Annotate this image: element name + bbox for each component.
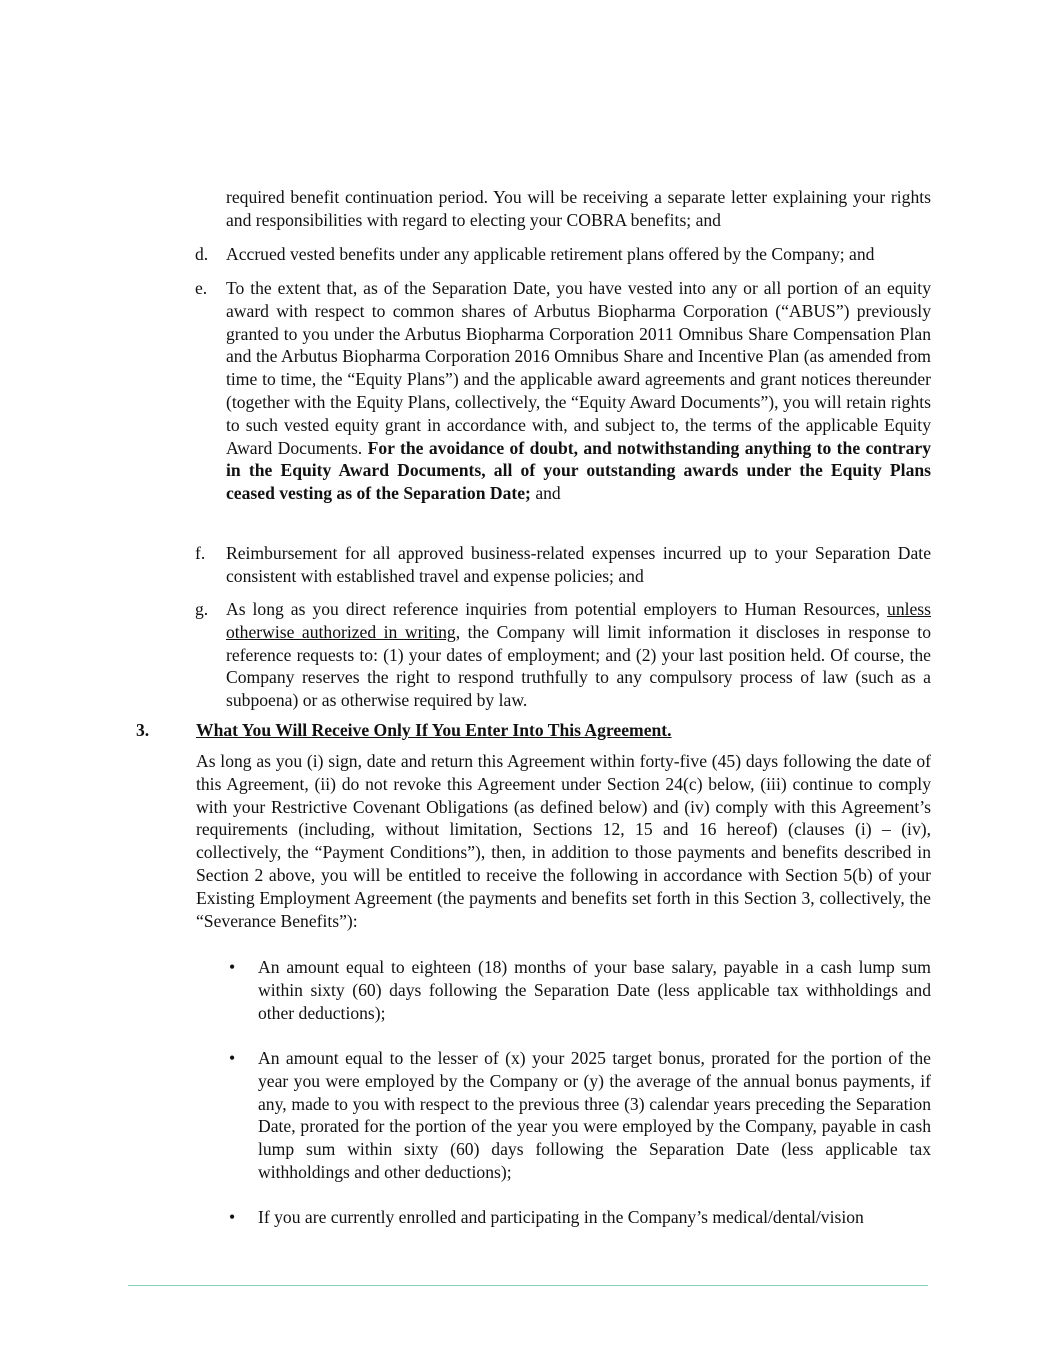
bullet-item-2 [226,1047,931,1184]
bullet-text-3: If you are currently enrolled and participating in the Company’s medical/dental/vision [258,1207,864,1227]
list-text-e-body: To the extent that, as of the Separation Date, you have vested into any or all portion of an equity award with respect to common shares of Arbutus Biopharma Corporation (“ABUS”) previously granted to you under the Arbutus Biopharma Corporation 2011 Omnibus Share Compensation Plan and the Arbutus Biopharma Corporation 2016 Omnibus Share and Incentive Plan (as amended from time to time, the “Equity Plans”) and the applicable award agreements and grant notices thereunder (together with the Equity Plans, collectively, the “Equity Award Documents”), you will retain rights to such vested equity grant in accordance with, and subject to, the terms of the applicable Equity Award Documents. [226,278,931,458]
list-marker-f: f. [195,543,206,563]
list-marker-d: d. [195,244,209,264]
list-marker-g: g. [195,599,209,619]
list-item-g [193,598,931,712]
list-item-f [193,542,931,588]
list-text-g-after: , the Company will limit information it discloses in response to reference requests to: (1) your dates of employment; and (2) your last position held. Of course, the Company reserves the right to respond truthfully to any compulsory process of law (such as a subpoena) or as otherwise required by law. [226,621,931,711]
list-text-e-tail: and [535,483,561,504]
list-text-g [226,598,931,712]
list-text-e-bold: For the avoidance of doubt, and notwithstanding anything to the contrary in the Equity Award Documents, all of your outstanding awards under the Equity Plans ceased vesting as of the Separation Date; [226,437,931,504]
bullet-item-1 [226,956,931,1024]
list-text-f: Reimbursement for all approved business-related expenses incurred up to your Separation Date consistent with established travel and expense policies; and [226,543,931,586]
section-title: What You Will Receive Only If You Enter Into This Agreement. [196,720,672,740]
footer-divider [128,1285,928,1286]
list-text-d: Accrued vested benefits under any applicable retirement plans offered by the Company; and [226,244,875,264]
list-text-e [226,277,931,505]
bullet-item-3 [226,1206,931,1229]
bullet-text-1: An amount equal to eighteen (18) months of your base salary, payable in a cash lump sum within sixty (60) days following the Separation Date (less applicable tax withholdings and other deductions); [258,957,931,1023]
bullet-dot-2: • [229,1048,236,1068]
section-body: As long as you (i) sign, date and return this Agreement within forty-five (45) days following the date of this Agreement, (ii) do not revoke this Agreement under Section 24(c) below, (iii) continue to comply with your Restrictive Covenant Obligations (as defined below) and (iv) comply with this Agreement’s requirements (including, without limitation, Sections 12, 15 and 16 hereof) (clauses (i) – (iv), collectively, the “Payment Conditions”), then, in addition to those payments and benefits described in Section 2 above, you will be entitled to receive the following in accordance with Section 5(b) of your Existing Employment Agreement (the payments and benefits set forth in this Section 3, collectively, the “Severance Benefits”): [196,751,931,931]
list-item-e [193,277,931,505]
list-marker-e: e. [195,278,208,298]
bullet-dot-3: • [229,1207,236,1227]
list-text-g-before: As long as you direct reference inquiries from potential employers to Human Resources, [226,599,881,619]
bullet-dot-1: • [229,957,236,977]
list-item-d [193,243,931,266]
section-number: 3. [136,720,150,740]
bullet-text-2: An amount equal to the lesser of (x) your 2025 target bonus, prorated for the portion of the year you were employed by the Company or (y) the average of the annual bonus payments, if any, made to you with respect to the previous three (3) calendar years preceding the Separation Date, prorated for the portion of the year you were employed by the Company, payable in cash lump sum within sixty (60) days following the Separation Date (less applicable tax withholdings and other deductions); [258,1048,931,1182]
continuation-paragraph: required benefit continuation period. You will be receiving a separate letter explaining your rights and responsibilities with regard to electing your COBRA benefits; and [226,187,931,230]
list-text-g-underlined: unless otherwise authorized in writing [226,599,931,642]
